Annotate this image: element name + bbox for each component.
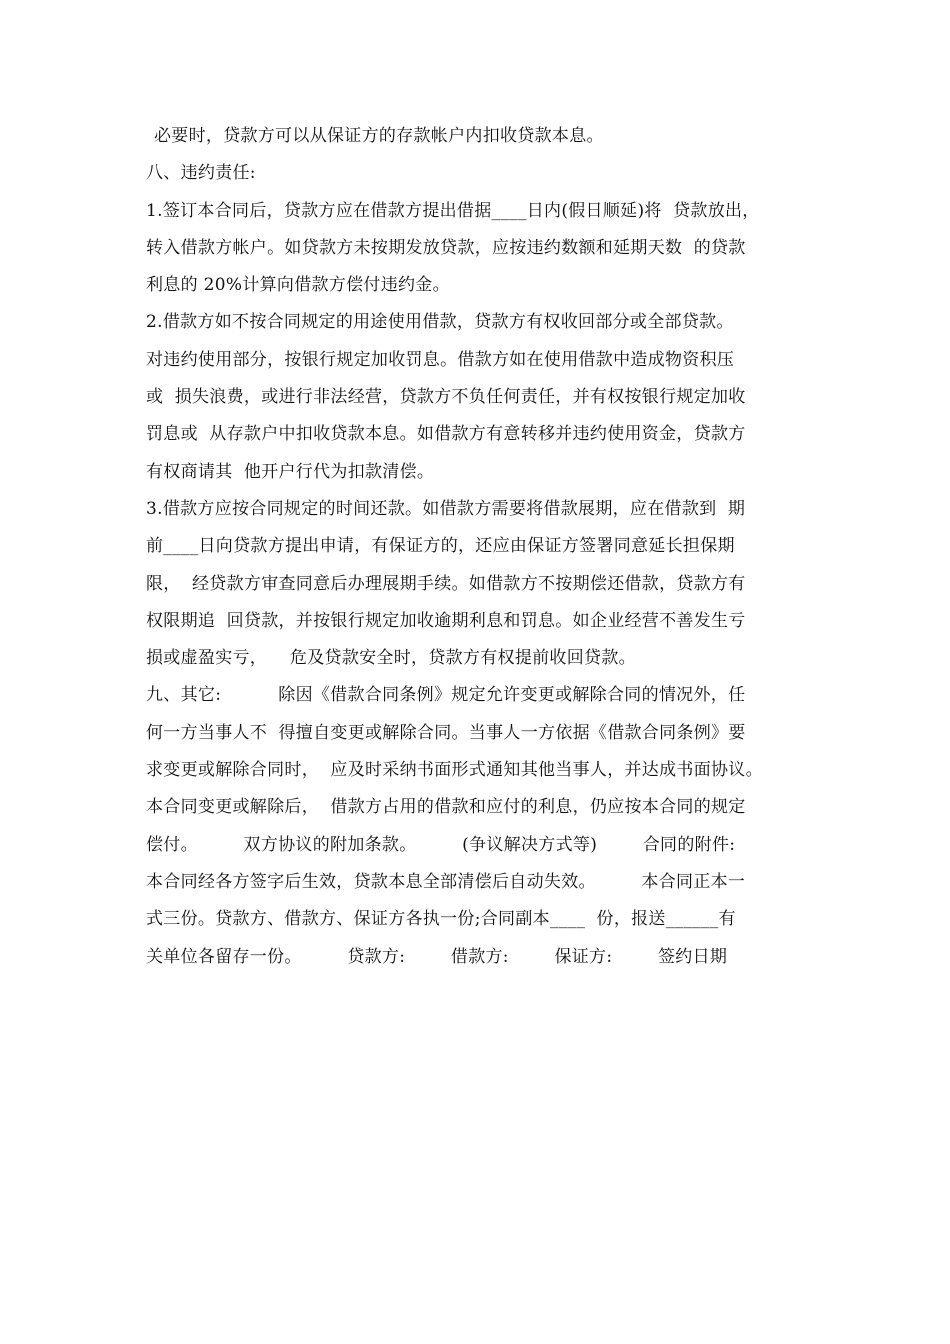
section-heading-breach: 八、违约责任: <box>146 163 256 184</box>
text-line: 必要时，贷款方可以从保证方的存款帐户内扣收贷款本息。 <box>154 126 604 146</box>
text-line: 转入借款方帐户。如贷款方未按期发放贷款，应按违约数额和延期天数 的贷款 <box>146 237 746 258</box>
document-body <box>146 118 826 976</box>
text-line: 损或虚盈实亏， 危及贷款安全时，贷款方有权提前收回贷款。 <box>146 648 636 669</box>
text-line: 式三份。贷款方、借款方、保证方各执一份;合同副本____ 份，报送______有 <box>146 909 736 930</box>
text-line: 罚息或 从存款户中扣收贷款本息。如借款方有意转移并违约使用资金，贷款方 <box>146 424 746 445</box>
text-line: 本合同变更或解除后， 借款方占用的借款和应付的利息，仍应按本合同的规定 <box>146 797 746 818</box>
text-line: 限， 经贷款方审查同意后办理展期手续。如借款方不按期偿还借款，贷款方有 <box>146 573 746 594</box>
text-line: 求变更或解除合同时， 应及时采纳书面形式通知其他当事人，并达成书面协议。 <box>146 760 763 781</box>
text-line: 2.借款方如不按合同规定的用途使用借款，贷款方有权收回部分或全部贷款。 <box>146 312 734 333</box>
section-heading-other: 九、其它: 除因《借款合同条例》规定允许变更或解除合同的情况外，任 <box>146 685 746 706</box>
text-line: 有权商请其 他开户行代为扣款清偿。 <box>146 461 435 482</box>
text-line: 何一方当事人不 得擅自变更或解除合同。当事人一方依据《借款合同条例》要 <box>146 722 746 743</box>
text-line: 3.借款方应按合同规定的时间还款。如借款方需要将借款展期，应在借款到 期 <box>146 498 746 519</box>
text-line: 权限期追 回贷款，并按银行规定加收逾期利息和罚息。如企业经营不善发生亏 <box>146 610 746 631</box>
text-line: 前____日向贷款方提出申请，有保证方的，还应由保证方签署同意延长担保期 <box>146 536 735 557</box>
text-line: 偿付。 双方协议的附加条款。 (争议解决方式等) 合同的附件: <box>146 834 736 855</box>
text-line: 利息的 20%计算向借款方偿付违约金。 <box>146 275 450 296</box>
text-line: 本合同经各方签字后生效，贷款本息全部清偿后自动失效。 本合同正本一 <box>146 871 746 892</box>
signature-line: 关单位各留存一份。 贷款方: 借款方: 保证方: 签约日期 <box>146 946 728 967</box>
text-line: 1.签订本合同后，贷款方应在借款方提出借据____日内(假日顺延)将 贷款放出， <box>146 200 760 221</box>
text-line: 对违约使用部分，按银行规定加收罚息。借款方如在使用借款中造成物资积压 <box>146 349 735 370</box>
text-line: 或 损失浪费，或进行非法经营，贷款方不负任何责任，并有权按银行规定加收 <box>146 387 746 408</box>
